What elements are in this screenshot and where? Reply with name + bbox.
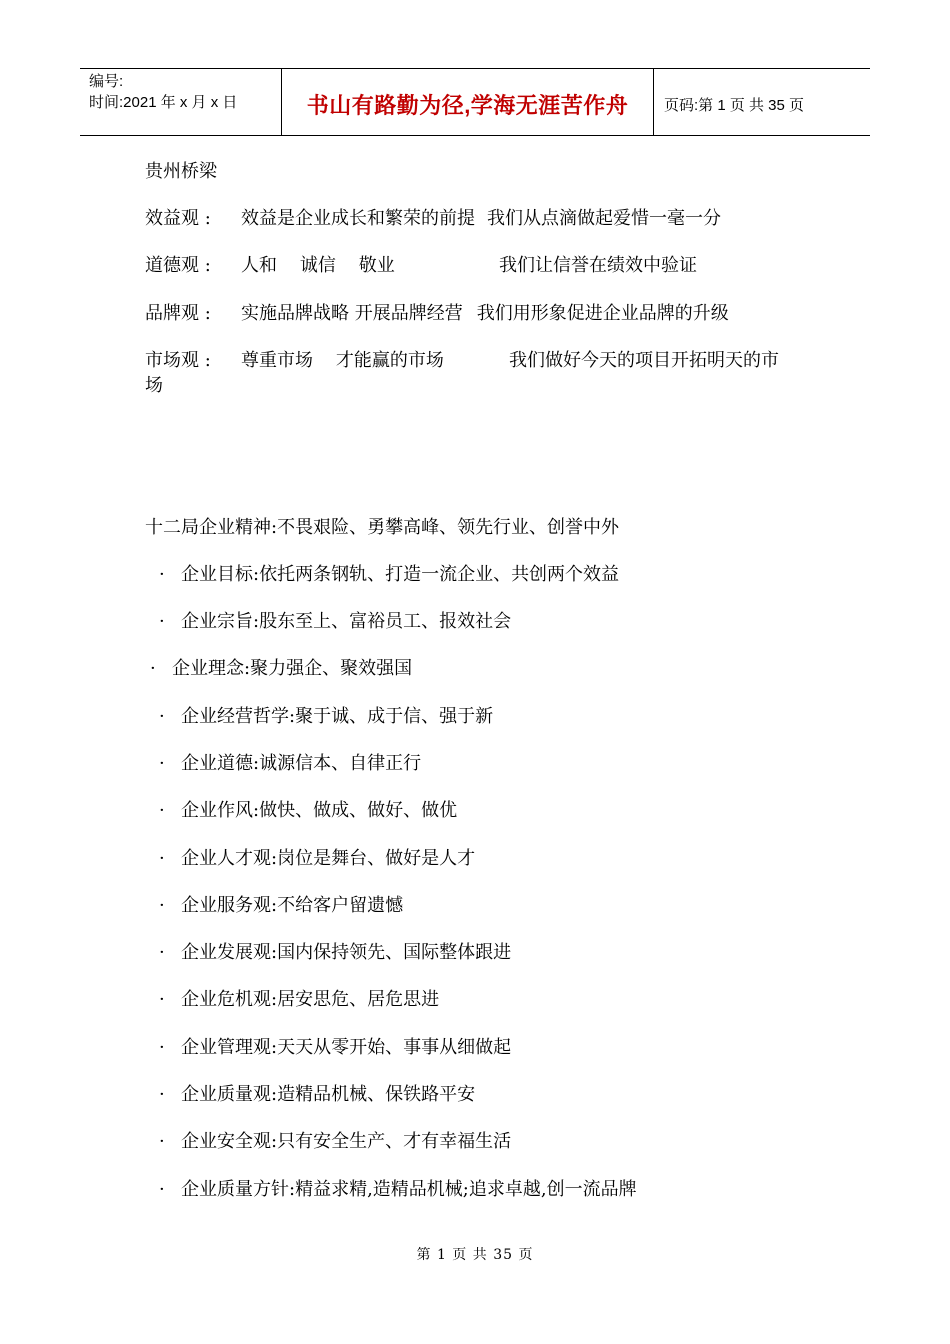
- bullet-dot: ·: [159, 706, 165, 727]
- value-label: 品牌观 :: [145, 303, 211, 324]
- list-item: [159, 988, 439, 1012]
- list-item: [159, 894, 403, 918]
- enterprise-spirit: 十二局企业精神:不畏艰险、勇攀高峰、领先行业、创誉中外: [145, 517, 620, 538]
- value-line-benefit: [145, 207, 721, 231]
- list-item-text: 企业发展观:国内保持领先、国际整体跟进: [181, 942, 512, 963]
- doc-title: 贵州桥梁: [145, 161, 217, 182]
- bullet-dot: ·: [159, 989, 165, 1010]
- list-item-text: 企业人才观:岗位是舞台、做好是人才: [181, 848, 476, 869]
- bullet-dot: ·: [159, 895, 165, 916]
- list-item-text: 企业质量方针:精益求精,造精品机械;追求卓越,创一流品牌: [181, 1179, 637, 1200]
- header-page-info: 页码:第 1 页 共 35 页: [664, 96, 805, 114]
- value-line-brand: [145, 302, 729, 326]
- list-item: [159, 799, 457, 823]
- list-item: [159, 752, 421, 776]
- list-item-text: 企业经营哲学:聚于诚、成于信、强于新: [181, 706, 494, 727]
- value-label: 效益观 :: [145, 208, 211, 229]
- header-motto: 书山有路勤为径,学海无涯苦作舟: [282, 69, 654, 135]
- value-text-1: 实施品牌战略 开展品牌经营: [241, 303, 463, 324]
- list-item: [159, 563, 619, 587]
- value-line-market: [145, 349, 779, 373]
- list-item-text: 企业作风:做快、做成、做好、做优: [181, 800, 458, 821]
- list-item-text: 企业理念:聚力强企、聚效强国: [172, 658, 413, 679]
- list-item-text: 企业目标:依托两条钢轨、打造一流企业、共创两个效益: [181, 564, 620, 585]
- bullet-dot: ·: [159, 564, 165, 585]
- list-item: [159, 1130, 511, 1154]
- number-label: 编号:: [89, 73, 124, 90]
- list-item: [159, 1083, 475, 1107]
- bullet-dot: ·: [150, 658, 156, 679]
- list-item-text: 企业危机观:居安思危、居危思进: [181, 989, 440, 1010]
- list-item: [159, 705, 493, 729]
- list-item: [159, 1036, 511, 1060]
- bullet-dot: ·: [159, 1131, 165, 1152]
- bullet-dot: ·: [159, 1037, 165, 1058]
- list-item-text: 企业质量观:造精品机械、保铁路平安: [181, 1084, 476, 1105]
- bullet-dot: ·: [159, 611, 165, 632]
- list-item: [159, 610, 511, 634]
- value-text-1: 尊重市场 才能赢的市场: [241, 350, 444, 371]
- value-line-market-wrap: 场: [145, 375, 163, 396]
- bullet-dot: ·: [159, 800, 165, 821]
- value-text-2: 我们用形象促进企业品牌的升级: [476, 303, 729, 324]
- page-header: [80, 68, 870, 136]
- page-footer: 第 1 页 共 35 页: [416, 1247, 534, 1263]
- value-label: 市场观 :: [145, 350, 211, 371]
- header-meta: [80, 69, 282, 135]
- value-text-2: 我们让信誉在绩效中验证: [499, 255, 697, 276]
- value-text-2: 我们做好今天的项目开拓明天的市: [509, 350, 779, 371]
- list-item-text: 企业管理观:天天从零开始、事事从细做起: [181, 1037, 512, 1058]
- value-line-ethics: [145, 254, 697, 278]
- list-item-text: 企业安全观:只有安全生产、才有幸福生活: [181, 1131, 512, 1152]
- list-item-text: 企业服务观:不给客户留遗憾: [181, 895, 404, 916]
- list-item: [159, 1178, 637, 1202]
- value-text-1: 人和 诚信 敬业: [241, 255, 395, 276]
- value-label: 道德观 :: [145, 255, 211, 276]
- value-text-2: 我们从点滴做起爱惜一毫一分: [487, 208, 721, 229]
- list-item-text: 企业宗旨:股东至上、富裕员工、报效社会: [181, 611, 512, 632]
- bullet-dot: ·: [159, 942, 165, 963]
- bullet-dot: ·: [159, 848, 165, 869]
- list-item: [159, 847, 475, 871]
- value-text-1: 效益是企业成长和繁荣的前提: [241, 208, 475, 229]
- bullet-dot: ·: [159, 753, 165, 774]
- list-item: [159, 941, 511, 965]
- bullet-dot: ·: [159, 1084, 165, 1105]
- time-label: 时间:2021 年 x 月 x 日: [89, 94, 238, 111]
- list-item-text: 企业道德:诚源信本、自律正行: [181, 753, 422, 774]
- bullet-dot: ·: [159, 1179, 165, 1200]
- list-item: [150, 657, 412, 681]
